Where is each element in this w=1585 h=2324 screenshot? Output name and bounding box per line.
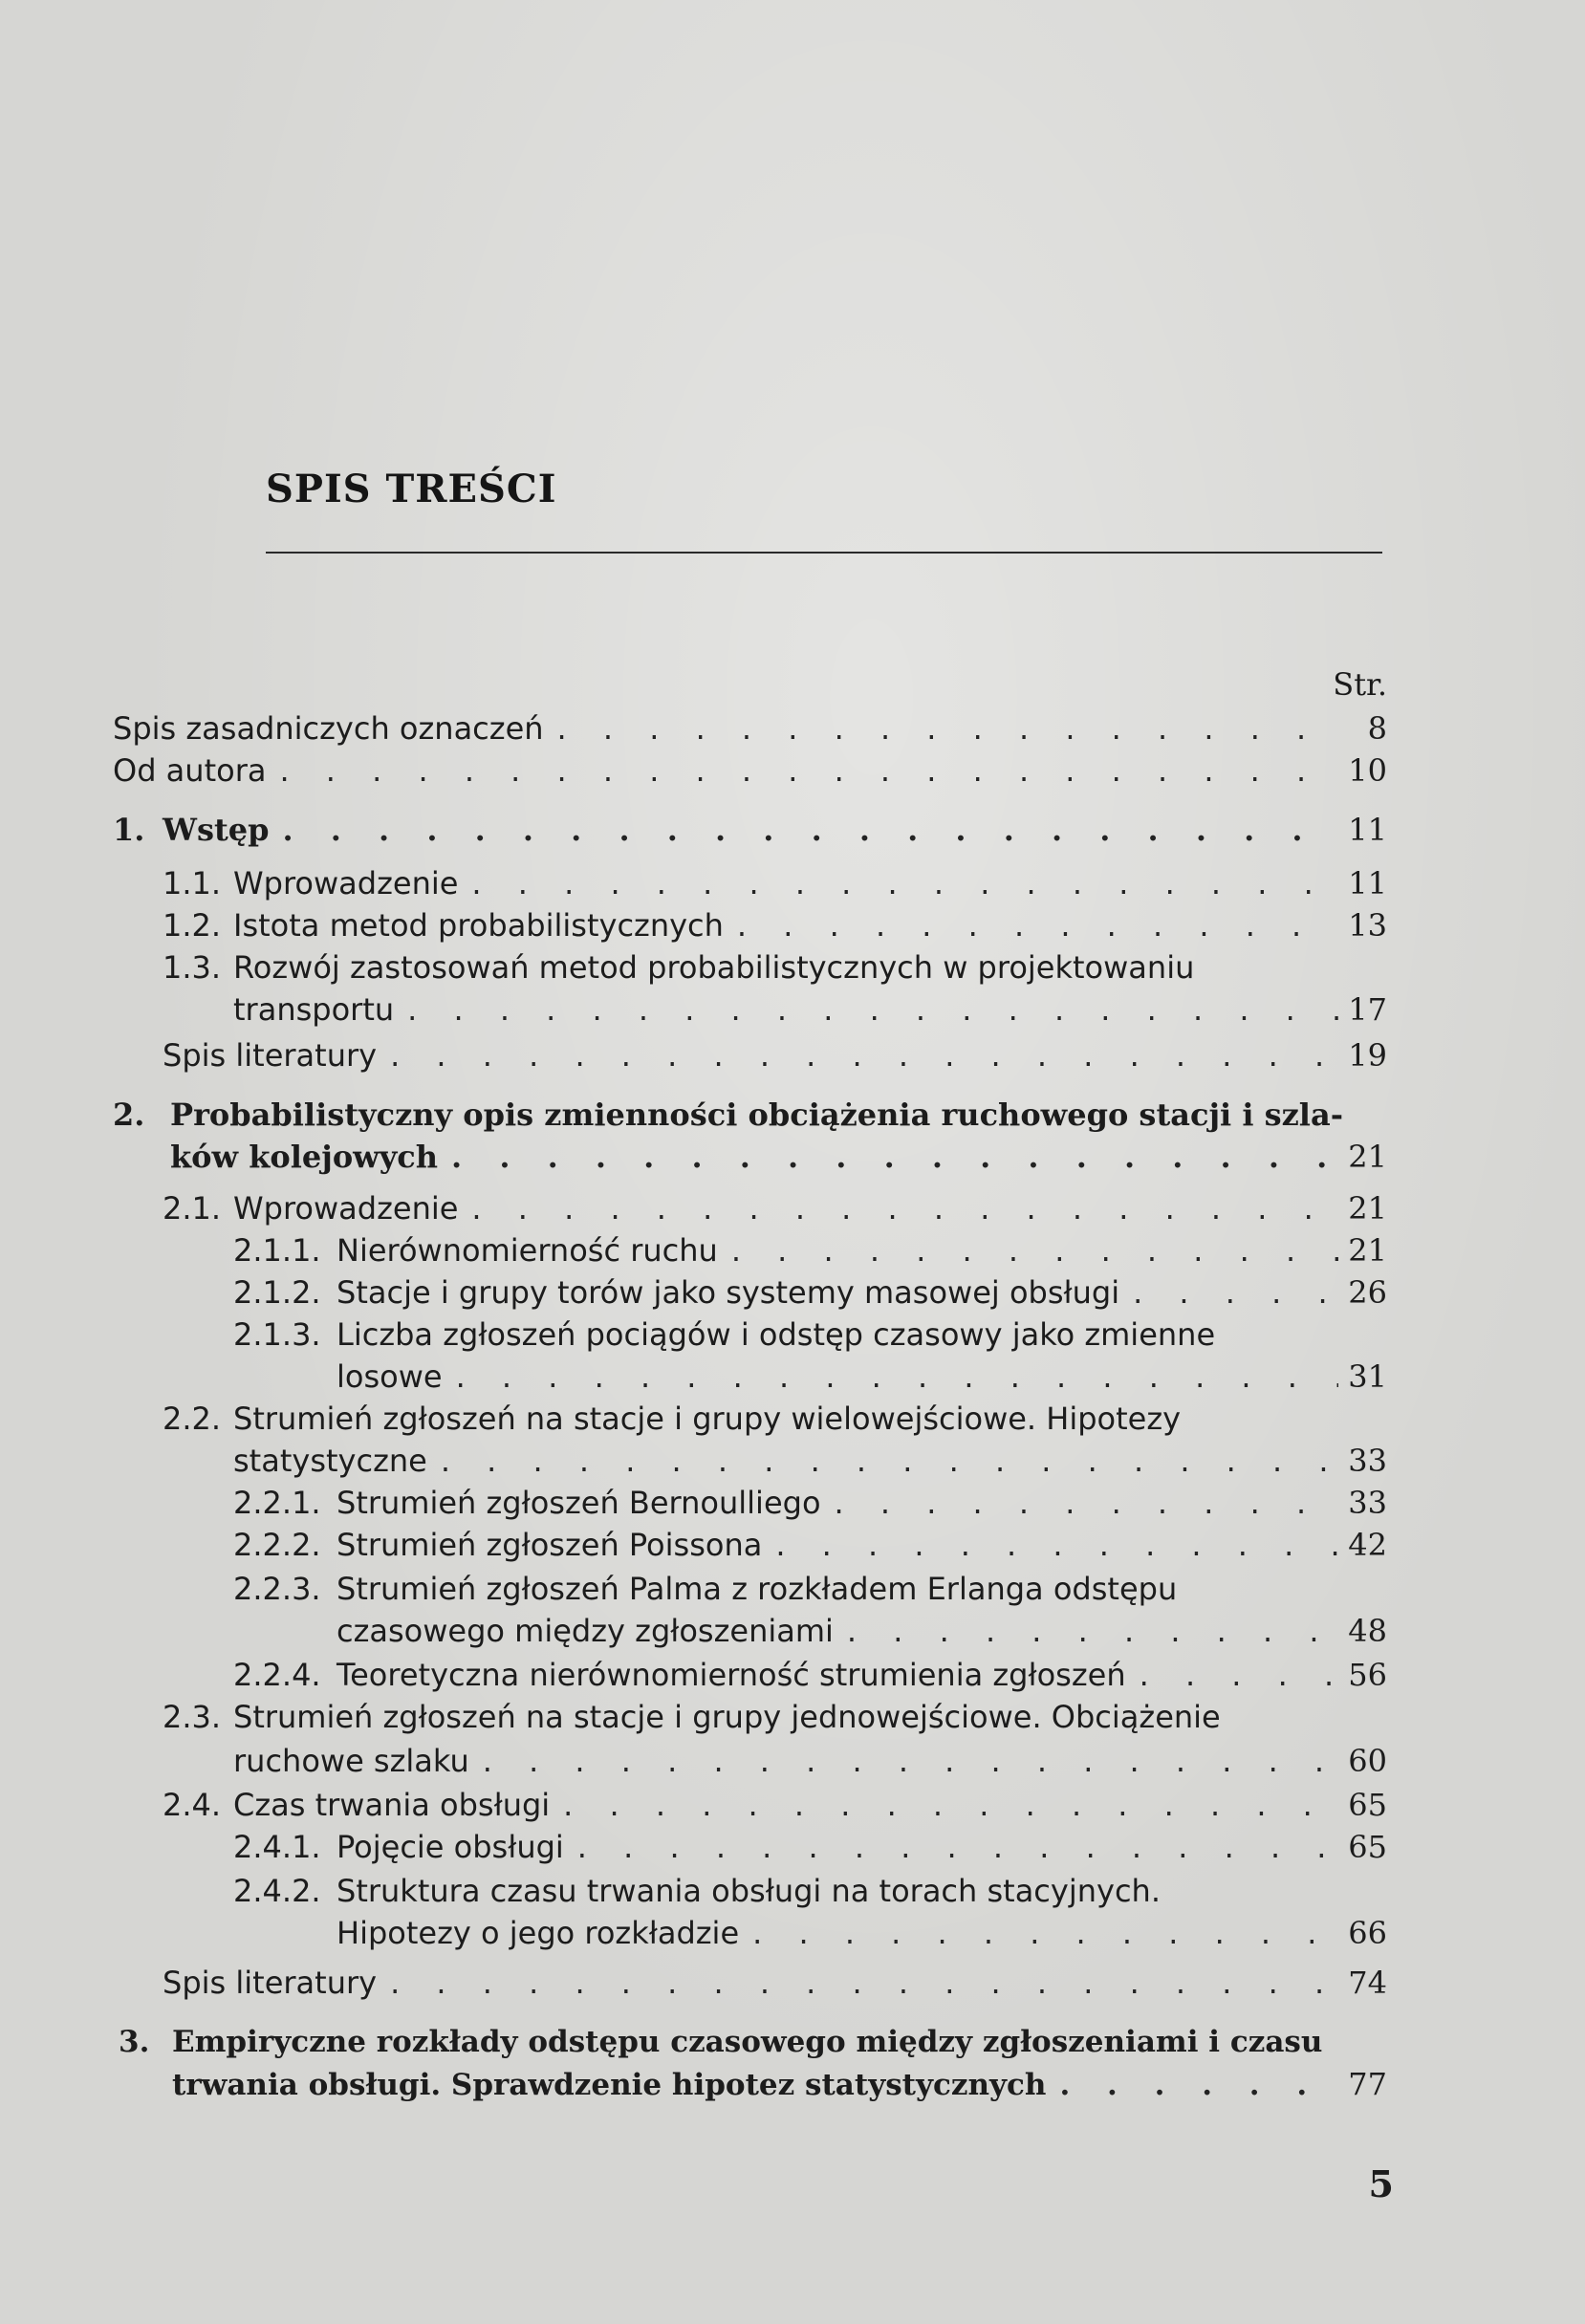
toc-entry-number: 2.	[113, 1097, 145, 1133]
toc-entry-page: 17	[1348, 991, 1387, 1028]
toc-subsection	[337, 1912, 1387, 1954]
toc-entry-number: 2.3.	[163, 1699, 222, 1735]
toc-entry-title: Spis literatury	[163, 1037, 378, 1074]
toc-entry-page: 21	[1348, 1232, 1387, 1269]
dot-leader	[1140, 1654, 1339, 1696]
toc-subsection	[233, 1271, 1387, 1314]
toc-entry-page: 10	[1348, 752, 1387, 789]
toc-entry-title: Od autora	[113, 752, 267, 789]
toc-entry-title-cont: ruchowe szlaku	[233, 1743, 469, 1779]
toc-entry-number: 2.2.	[163, 1401, 222, 1437]
toc-entry-page: 66	[1348, 1915, 1387, 1951]
toc-entry-title: Strumień zgłoszeń Poissona	[337, 1527, 763, 1563]
toc-entry-title: Liczba zgłoszeń pociągów i odstęp czasowy jako zmienne	[337, 1316, 1216, 1353]
dot-leader	[483, 1740, 1339, 1782]
toc-entry	[113, 707, 1387, 749]
toc-subsection	[233, 1654, 1387, 1696]
toc-entry-title: Czas trwania obsługi	[233, 1787, 551, 1823]
toc-entry-number: 2.2.1.	[233, 1485, 321, 1521]
toc-entry-page: 26	[1348, 1274, 1387, 1311]
toc-entry-title-cont: ków kolejowych	[170, 1139, 439, 1175]
toc-entry-number: 2.1.	[163, 1190, 222, 1227]
toc-entry-title-cont: Hipotezy o jego rozkładzie	[337, 1915, 740, 1951]
toc-entry-title: Pojęcie obsługi	[337, 1829, 564, 1865]
toc-entry-page: 21	[1348, 1139, 1387, 1175]
toc-entry-title: Struktura czasu trwania obsługi na torach stacyjnych.	[337, 1873, 1161, 1909]
toc-entry-title-cont: transportu	[233, 991, 395, 1028]
page-column-label: Str.	[1333, 666, 1387, 703]
toc-entry-number: 1.1.	[163, 865, 222, 901]
toc-chapter-line	[119, 2021, 1322, 2063]
toc-subsection	[233, 1524, 1387, 1566]
dot-leader	[407, 988, 1338, 1031]
dot-leader	[563, 1784, 1338, 1826]
toc-entry	[163, 1962, 1387, 2004]
toc-entry-title: Stacje i grupy torów jako systemy masowej obsługi	[337, 1274, 1120, 1311]
toc-entry-page: 74	[1348, 1965, 1387, 2001]
toc-entry-page: 8	[1367, 710, 1387, 747]
toc-section	[163, 1784, 1387, 1826]
toc-entry-page: 11	[1348, 812, 1387, 848]
toc-section	[163, 862, 1387, 904]
dot-leader	[390, 1962, 1338, 2004]
toc-entry-page: 31	[1348, 1358, 1387, 1395]
toc-entry-page: 21	[1348, 1190, 1387, 1227]
toc-entry-number: 2.1.3.	[233, 1316, 321, 1353]
dot-leader	[279, 749, 1338, 792]
toc-entry-page: 56	[1348, 1657, 1387, 1693]
dot-leader	[737, 904, 1338, 946]
dot-leader	[390, 1034, 1338, 1076]
toc-entry-title: Strumień zgłoszeń na stacje i grupy jednowejściowe. Obciążenie	[233, 1699, 1221, 1735]
dot-leader	[847, 1610, 1338, 1652]
toc-entry-page: 77	[1348, 2066, 1387, 2102]
toc-entry-page: 33	[1348, 1443, 1387, 1479]
dot-leader	[835, 1482, 1339, 1524]
toc-entry-title-cont: losowe	[337, 1358, 443, 1395]
toc-entry-title-cont: statystyczne	[233, 1443, 427, 1479]
toc-entry-number: 2.1.2.	[233, 1274, 321, 1311]
toc-section-line	[163, 946, 1194, 988]
dot-leader	[451, 1136, 1338, 1178]
toc-entry-number: 2.2.4.	[233, 1657, 321, 1693]
toc-entry	[163, 1034, 1387, 1076]
dot-leader	[456, 1356, 1339, 1398]
dot-leader	[752, 1912, 1338, 1954]
toc-entry-page: 33	[1348, 1485, 1387, 1521]
toc-entry-title: Strumień zgłoszeń Bernoulliego	[337, 1485, 821, 1521]
toc-entry-number: 2.4.2.	[233, 1873, 321, 1909]
toc-section	[233, 988, 1387, 1031]
toc-entry-title: Wprowadzenie	[233, 865, 459, 901]
toc-chapter	[172, 2063, 1387, 2106]
dot-leader	[1059, 2064, 1338, 2106]
dot-leader	[577, 1826, 1338, 1868]
toc-entry-page: 19	[1348, 1037, 1387, 1074]
toc-subsection-line	[233, 1870, 1161, 1912]
toc-entry-page: 48	[1348, 1613, 1387, 1649]
toc-entry-page: 11	[1348, 865, 1387, 901]
toc-section	[163, 1187, 1387, 1229]
toc-entry-number: 2.2.3.	[233, 1571, 321, 1607]
toc-entry-page: 42	[1348, 1527, 1387, 1563]
toc-entry-number: 2.1.1.	[233, 1232, 321, 1269]
dot-leader	[775, 1524, 1338, 1566]
dot-leader	[471, 862, 1338, 904]
dot-leader	[471, 1187, 1338, 1229]
toc-entry-title: Spis zasadniczych oznaczeń	[113, 710, 544, 747]
toc-entry-title: Probabilistyczny opis zmienności obciążenia ruchowego stacji i szla-	[170, 1097, 1343, 1133]
toc-entry-title: Spis literatury	[163, 1965, 378, 2001]
dot-leader	[557, 707, 1339, 749]
toc-subsection-line	[233, 1314, 1215, 1356]
toc-entry-number: 1.	[113, 812, 145, 848]
toc-entry-page: 13	[1348, 907, 1387, 944]
toc-chapter	[113, 809, 1387, 851]
toc-subsection	[337, 1610, 1387, 1652]
toc-entry-page: 65	[1348, 1829, 1387, 1865]
toc-subsection	[233, 1826, 1387, 1868]
toc-section	[233, 1740, 1387, 1782]
toc-entry-page: 65	[1348, 1787, 1387, 1823]
toc-entry-title: Nierównomierność ruchu	[337, 1232, 718, 1269]
toc-entry-number: 2.2.2.	[233, 1527, 321, 1563]
toc-subsection	[233, 1482, 1387, 1524]
toc-section	[233, 1440, 1387, 1482]
toc-chapter	[170, 1136, 1387, 1178]
toc-section	[163, 904, 1387, 946]
toc-entry-title-cont: trwania obsługi. Sprawdzenie hipotez statystycznych	[172, 2068, 1047, 2102]
toc-entry-title: Empiryczne rozkłady odstępu czasowego między zgłoszeniami i czasu	[172, 2025, 1323, 2059]
page-number: 5	[1368, 2162, 1394, 2205]
toc-subsection	[337, 1356, 1387, 1398]
toc-entry-page: 60	[1348, 1743, 1387, 1779]
toc-entry-title: Rozwój zastosowań metod probabilistycznych w projektowaniu	[233, 949, 1195, 986]
toc-subsection-line	[233, 1568, 1177, 1610]
page-title: SPIS TREŚCI	[266, 467, 557, 511]
toc-entry-number: 2.4.	[163, 1787, 222, 1823]
toc-entry-number: 3.	[119, 2025, 150, 2059]
toc-entry-number: 1.2.	[163, 907, 222, 944]
toc-entry-number: 1.3.	[163, 949, 222, 986]
toc-entry-title: Istota metod probabilistycznych	[233, 907, 724, 944]
toc-entry-title: Strumień zgłoszeń Palma z rozkładem Erlanga odstępu	[337, 1571, 1178, 1607]
toc-entry-number: 2.4.1.	[233, 1829, 321, 1865]
toc-entry	[113, 749, 1387, 792]
dot-leader	[1133, 1271, 1338, 1314]
toc-section-line	[163, 1398, 1181, 1440]
toc-chapter-line	[113, 1094, 1343, 1136]
dot-leader	[282, 809, 1338, 851]
toc-subsection	[233, 1229, 1387, 1271]
toc-entry-title: Wprowadzenie	[233, 1190, 459, 1227]
toc-entry-title-cont: czasowego między zgłoszeniami	[337, 1613, 834, 1649]
dot-leader	[731, 1229, 1338, 1271]
toc-entry-title: Teoretyczna nierównomierność strumienia zgłoszeń	[337, 1657, 1126, 1693]
dot-leader	[441, 1440, 1338, 1482]
toc-section-line	[163, 1696, 1221, 1738]
toc-entry-title: Strumień zgłoszeń na stacje i grupy wielowejściowe. Hipotezy	[233, 1401, 1182, 1437]
toc-entry-title: Wstęp	[163, 812, 270, 848]
